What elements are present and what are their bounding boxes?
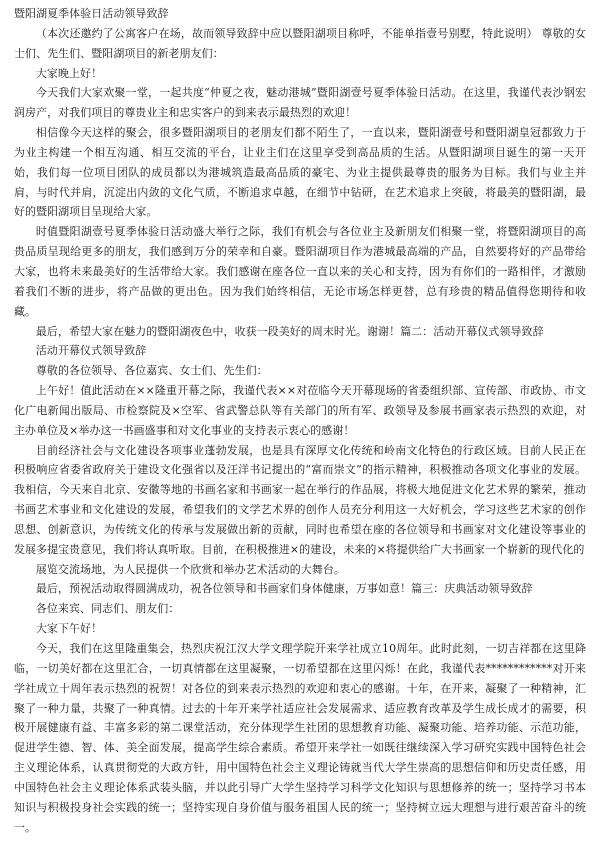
body-paragraph: 今天，我们在这里隆重集会，热烈庆祝江汉大学文理学院开来学社成立10周年。此时此刻，一切吉祥都在这里降临，一切美好都在这里汇合，一切真情都在这里凝聚，一切希望都在这里闪烁！在此，我谨代表************对开来学社成立十周年表示热烈的祝贺！对各位的到来表示热烈的欢迎和衷心的感谢。十年，在开来，凝聚了一种精神，汇聚了一种力量，共聚了一种真情。过去的十年开来学社适应社会发展需求、适应教育改革及学生成长成才的需要，积极开展健康有益、丰富多彩的第二课堂活动，充分体现学生社团的思想教育功能、凝聚功能、培养功能、示范功能，促进学生德、智、体、美全面发展，提高学生综合素质。希望开来学社一如既往继续深入学习研究实践中国特色社会主义理论体系，认真贯彻党的大政方针，用中国特色社会主义理论铸就当代大学生崇高的思想信仰和历史责任感，用中国特色社会主义理论体系武装头脑，并以此引导广大学生坚持学习科学文化知识与思想修养的统一；坚持学习书本知识与积极投身社会实践的统一；坚持实现自身价值与服务祖国人民的统一；坚持树立远大理想与进行艰苦奋斗的统一。 <box>14 642 586 834</box>
salutation-line: 各位来宾、同志们、朋友们： <box>35 602 180 616</box>
salutation-paragraph: （本次还邀约了公寓客户在场，故而领导致辞中应以暨阳湖项目称呼，不能单指壹号别墅，特此说明） 尊敬的女士们、先生们、暨阳湖项目的新老朋友们： <box>14 26 586 60</box>
greeting-line: 大家晚上好！ <box>35 66 103 80</box>
document-page <box>14 4 586 837</box>
body-paragraph: 时值暨阳湖壹号夏季体验日活动盛大举行之际，我们有机会与各位业主及新朋友们相聚一堂，将暨阳湖项目的高贵品质呈现给更多的朋友，我们感到万分的荣幸和自豪。暨阳湖项目作为港城最高端的产品，自然要将好的产品带给大家，也将未来最美好的生活带给大家。我们感谢在座各位一直以来的关心和支持，因为有你们的一路相伴，才激励着我们不断的进步，将产品做的更出色。因为我们始终相信，无论市场怎样更替，总有珍贵的精品值得您期待和收藏。 <box>14 225 586 318</box>
greeting-line: 大家下午好！ <box>35 622 103 636</box>
body-paragraph: 今天我们大家欢聚一堂，一起共度“仲夏之夜，魅动港城”暨阳湖壹号夏季体验日活动。在这里，我谨代表沙钢宏润房产，对我们项目的尊贵业主和忠实客户的到来表示最热烈的欢迎！ <box>14 86 586 120</box>
closing-paragraph: 最后，预祝活动取得圆满成功，祝各位领导和书画家们身体健康，万事如意！篇三：庆典活动领导致辞 <box>35 582 533 596</box>
body-paragraph: 相信像今天这样的聚会，很多暨阳湖项目的老朋友们都不陌生了，一直以来，暨阳湖壹号和暨阳湖皇冠都致力于为业主构建一个相互沟通、相互交流的平台，让业主们在这里享受到高品质的生活。从暨阳湖项目诞生的第一天开始，我们每一位项目团队的成员都以为港城筑造最高品质的豪宅、为业主提供最尊贵的服务为目标。我们与业主并肩，与时代并肩，沉淀出内敛的文化气质，不断追求卓越，在细节中钻研，在艺术追求上突破，将最美的暨阳湖，最好的暨阳湖项目呈现给大家。 <box>14 126 586 219</box>
closing-paragraph: 最后，希望大家在魅力的暨阳湖夜色中，收获一段美好的周末时光。谢谢！篇二：活动开幕仪式领导致辞 <box>35 324 544 338</box>
body-paragraph: 目前经济社会与文化建设各项事业蓬勃发展，也是具有深厚文化传统和岭南文化特色的行政区域。目前人民正在积极响应省委省政府关于建设文化强省以及汪洋书记提出的“富而崇文”的指示精神，积极推动各项文化事业的发展。我相信，今天来自北京、安徽等地的书画名家和书画家一起在举行的作品展，将极大地促进文化艺术界的繁荣，推动书画艺术事业和文化建设的发展，希望我们的文学艺术界的创作人员充分利用这一大好机会，学习这些艺术家的创作思想、创新意识，为传统文化的传承与发展做出新的贡献，同时也希望在座的各位领导和书画家对文化建设等事业的发展多提宝贵意见，我们将认真听取。目前，在积极推进×的建设，未来的×将提供给广大书画家一个崭新的现代化的 <box>14 443 586 556</box>
document-title: 暨阳湖夏季体验日活动领导致辞 <box>14 7 169 20</box>
section-title: 活动开幕仪式领导致辞 <box>35 344 147 358</box>
body-paragraph: 展览交流场地，为人民提供一个欣赏和举办艺术活动的大舞台。 <box>35 562 345 576</box>
body-paragraph: 上午好！值此活动在××隆重开幕之际，我谨代表××对莅临今天开幕现场的省委组织部、宣传部、市政协、市文化广电新闻出版局、市检察院及×空军、省武警总队等有关部门的所有军、政领导及参展书画家表示热烈的欢迎，对主办单位及×举办这一书画盛事和对文化事业的支持表示衷心的感谢！ <box>14 384 586 437</box>
salutation-line: 尊敬的各位领导、各位嘉宾、女士们、先生们： <box>35 364 268 378</box>
